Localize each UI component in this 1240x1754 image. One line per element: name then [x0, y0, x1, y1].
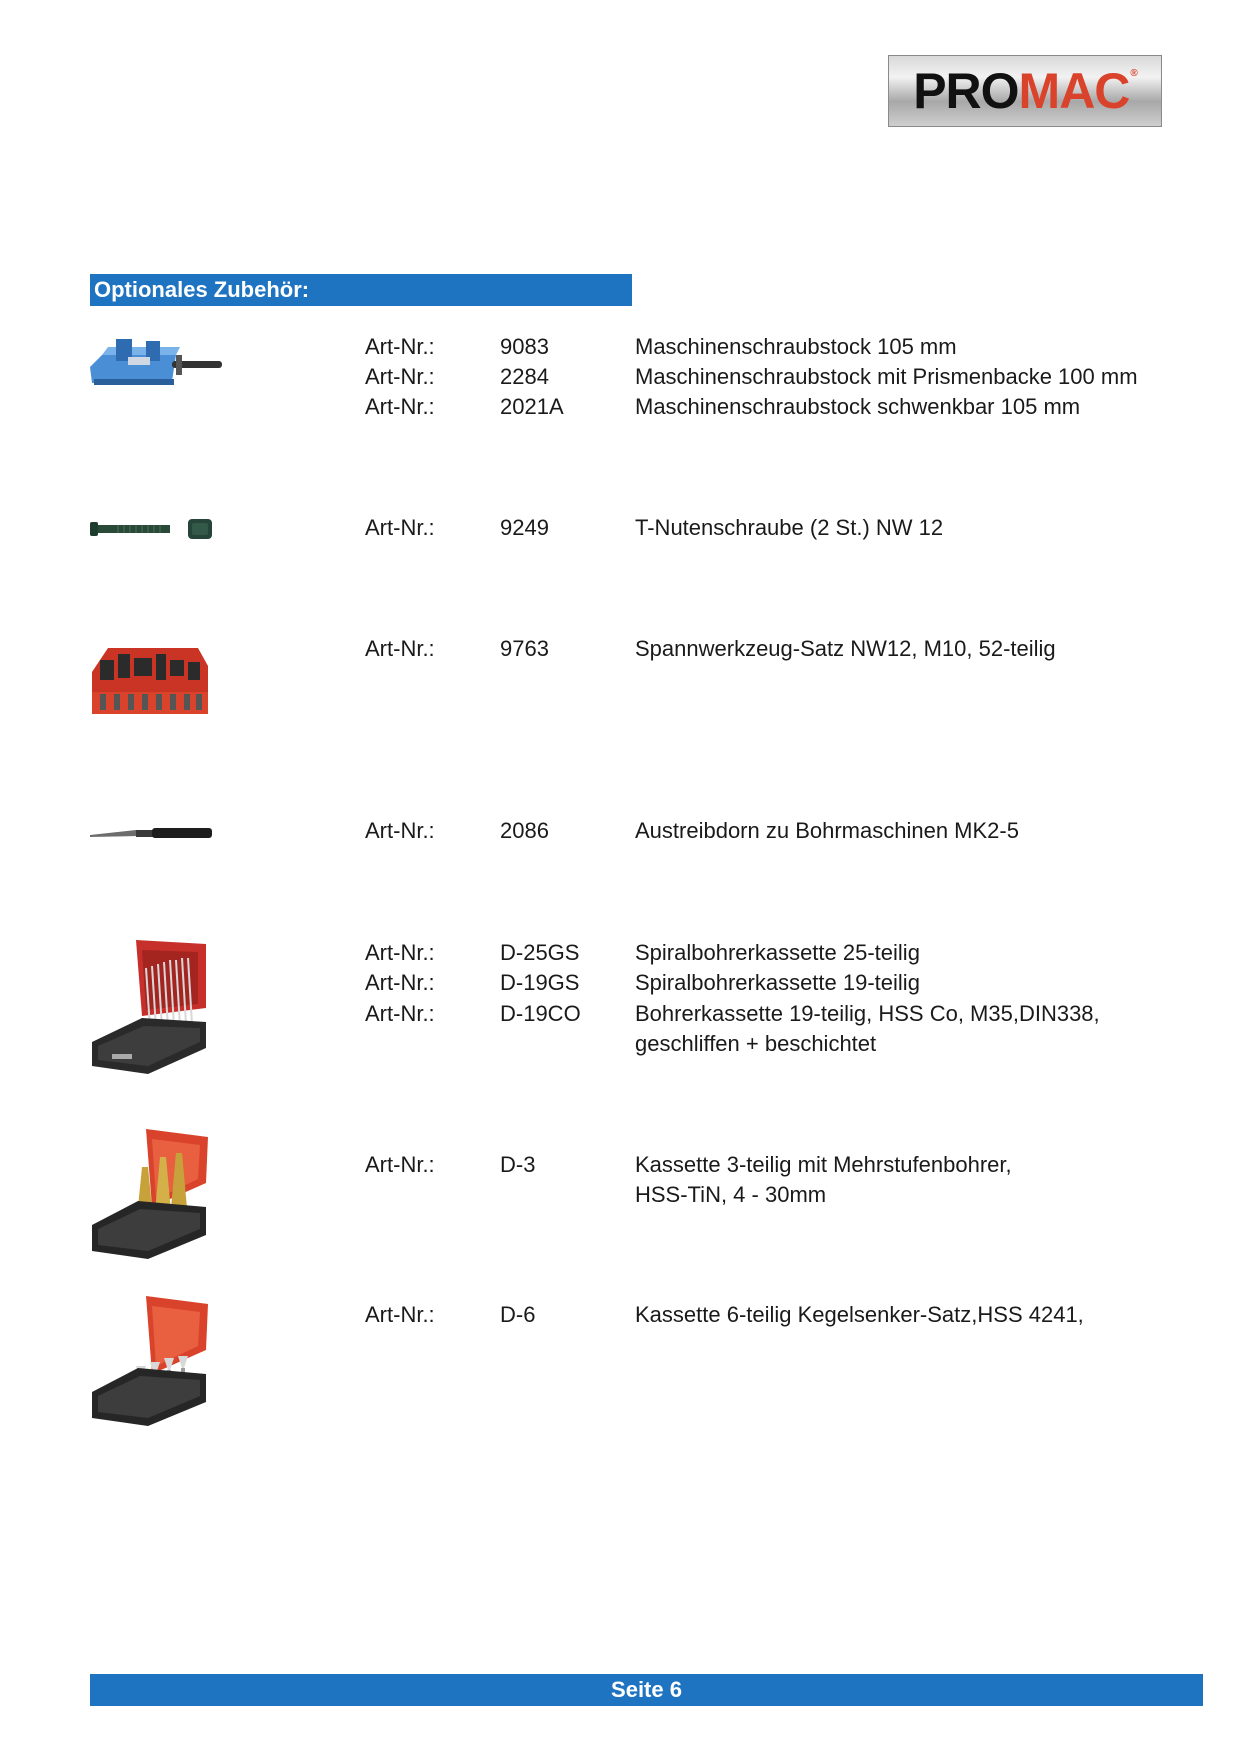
article-label: Art-Nr.: [365, 1302, 435, 1327]
article-label: Art-Nr.: [365, 970, 435, 995]
product-row [0, 1180, 1240, 1210]
article-description: Maschinenschraubstock schwenkbar 105 mm [635, 394, 1081, 419]
article-description: Spiralbohrerkassette 19-teilig [635, 970, 920, 995]
product-row [0, 938, 1240, 968]
article-description: Maschinenschraubstock 105 mm [635, 334, 957, 359]
article-label: Art-Nr.: [365, 515, 435, 540]
article-description: Maschinenschraubstock mit Prismenbacke 100 mm [635, 364, 1138, 389]
article-label: Art-Nr.: [365, 1152, 435, 1177]
page-number-bar: Seite 6 [90, 1674, 1203, 1706]
article-label: Art-Nr.: [365, 636, 435, 661]
article-number: 9083 [500, 334, 549, 359]
product-row [0, 392, 1240, 422]
product-row [0, 999, 1240, 1029]
product-row [0, 968, 1240, 998]
product-row [0, 1300, 1240, 1330]
article-description: Spannwerkzeug-Satz NW12, M10, 52-teilig [635, 636, 1056, 661]
article-description: HSS-TiN, 4 - 30mm [635, 1182, 827, 1207]
article-description: Kassette 6-teilig Kegelsenker-Satz,HSS 4241, [635, 1302, 1084, 1327]
article-number: D-6 [500, 1302, 536, 1327]
article-number: 2284 [500, 364, 549, 389]
article-description: Bohrerkassette 19-teilig, HSS Co, M35,DIN338, [635, 1001, 1100, 1026]
article-description: T-Nutenschraube (2 St.) NW 12 [635, 515, 944, 540]
product-row [0, 1150, 1240, 1180]
article-label: Art-Nr.: [365, 364, 435, 389]
article-label: Art-Nr.: [365, 394, 435, 419]
logo-text-mac: MAC [1018, 63, 1130, 119]
article-description: geschliffen + beschichtet [635, 1031, 877, 1056]
article-number: D-19GS [500, 970, 580, 995]
article-number: 2086 [500, 818, 549, 843]
product-row [0, 634, 1240, 664]
product-row [0, 513, 1240, 543]
product-row [0, 1029, 1240, 1059]
article-label: Art-Nr.: [365, 1001, 435, 1026]
article-description: Kassette 3-teilig mit Mehrstufenbohrer, [635, 1152, 1012, 1177]
product-row [0, 816, 1240, 846]
article-number: D-19CO [500, 1001, 581, 1026]
article-description: Spiralbohrerkassette 25-teilig [635, 940, 920, 965]
logo-text-pro: PRO [913, 63, 1019, 119]
article-number: D-3 [500, 1152, 536, 1177]
article-number: 2021A [500, 394, 564, 419]
article-label: Art-Nr.: [365, 940, 435, 965]
product-row [0, 362, 1240, 392]
section-title-bar: Optionales Zubehör: [90, 274, 632, 306]
article-number: 9763 [500, 636, 549, 661]
product-row [0, 332, 1240, 362]
logo-registered-mark: ® [1130, 67, 1137, 79]
article-label: Art-Nr.: [365, 334, 435, 359]
promac-logo [888, 55, 1162, 127]
article-number: 9249 [500, 515, 549, 540]
article-label: Art-Nr.: [365, 818, 435, 843]
article-description: Austreibdorn zu Bohrmaschinen MK2-5 [635, 818, 1019, 843]
article-number: D-25GS [500, 940, 580, 965]
